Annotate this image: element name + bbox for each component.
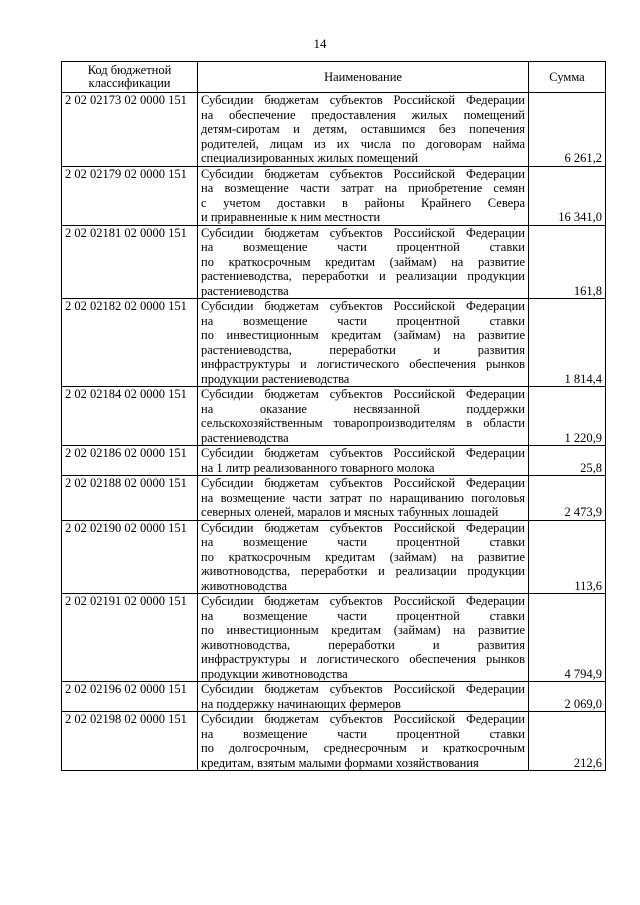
budget-code-cell: 2 02 02173 02 0000 151 [62,93,198,167]
item-name-line: Субсидии бюджетам субъектов Российской Федерации [201,166,525,181]
item-name-cell [198,520,529,594]
item-name-line: по краткосрочным кредитам (займам) на развитие [201,549,525,564]
item-name-line: Субсидии бюджетам субъектов Российской Федерации [201,93,525,107]
item-name-cell [198,682,529,712]
item-name-line: инфраструктуры и логистического обеспечения рынков [201,357,525,371]
item-name-line: на возмещение части процентной ставки [201,240,525,254]
item-name-line: Субсидии бюджетам субъектов Российской Федерации [201,446,525,460]
item-name-line: по краткосрочным кредитам (займам) на развитие [201,254,525,269]
item-name-line: по долгосрочным, среднесрочным и краткосрочным [201,741,525,755]
budget-code-cell: 2 02 02188 02 0000 151 [62,476,198,521]
item-name-cell [198,225,529,299]
item-name-line: на возмещение части затрат на приобретение семян [201,181,525,195]
item-name-line: на возмещение части процентной ставки [201,535,525,549]
item-name-line: кредитам, взятым малыми формами хозяйствования [201,755,479,770]
header-code [62,62,198,93]
item-name-cell [198,476,529,521]
item-name-cell [198,166,529,225]
budget-code-cell: 2 02 02191 02 0000 151 [62,594,198,682]
table-row [62,225,606,299]
amount-cell: 4 794,9 [529,594,606,682]
item-name-line: на возмещение части процентной ставки [201,726,525,741]
budget-code-cell: 2 02 02186 02 0000 151 [62,446,198,476]
budget-code-cell: 2 02 02182 02 0000 151 [62,299,198,387]
header-code-line: Код бюджетной [87,63,172,77]
amount-cell: 6 261,2 [529,93,606,167]
table-row [62,682,606,712]
amount-cell: 1 814,4 [529,299,606,387]
table-row [62,387,606,446]
item-name-line: по инвестиционным кредитам (займам) на развитие [201,328,525,342]
item-name-line: на оказание несвязанной поддержки [201,401,525,416]
table-header-row [62,62,606,93]
page-number: 14 [313,36,327,51]
budget-code-cell: 2 02 02190 02 0000 151 [62,520,198,594]
amount-cell: 161,8 [529,225,606,299]
budget-code-cell: 2 02 02184 02 0000 151 [62,387,198,446]
item-name-line: по инвестиционным кредитам (займам) на развитие [201,623,525,637]
item-name-cell [198,93,529,167]
amount-cell: 2 069,0 [529,682,606,712]
item-name-line: инфраструктуры и логистического обеспечения рынков [201,652,525,666]
item-name-line: сельскохозяйственным товаропроизводителям в области [201,416,525,430]
item-name-line: на возмещение части затрат по наращиванию поголовья [201,490,525,505]
amount-cell: 212,6 [529,712,606,771]
item-name-line: продукции животноводства [201,666,348,681]
item-name-cell [198,446,529,476]
item-name-line: растениеводства [201,430,289,445]
budget-code-cell: 2 02 02196 02 0000 151 [62,682,198,712]
amount-cell: 1 220,9 [529,387,606,446]
table-row [62,594,606,682]
header-name: Наименование [198,62,529,93]
item-name-line: на возмещение части процентной ставки [201,608,525,623]
item-name-line: животноводства [201,578,287,593]
item-name-line: с учетом доставки в районы Крайнего Севера [201,195,525,210]
item-name-cell [198,387,529,446]
item-name-line: родителей, лицам из их числа по договорам найма [201,136,525,151]
item-name-line: животноводства, переработки и развития [201,637,525,652]
item-name-cell [198,712,529,771]
item-name-line: Субсидии бюджетам субъектов Российской Федерации [201,225,525,240]
item-name-line: животноводства, переработки и реализации продукции [201,564,525,578]
table-row [62,520,606,594]
item-name-line: продукции растениеводства [201,371,350,386]
item-name-line: на поддержку начинающих фермеров [201,696,401,711]
item-name-cell [198,594,529,682]
item-name-line: Субсидии бюджетам субъектов Российской Федерации [201,476,525,490]
item-name-line: детям-сиротам и детям, оставшимся без попечения [201,122,525,136]
table-row [62,166,606,225]
budget-code-cell: 2 02 02179 02 0000 151 [62,166,198,225]
item-name-line: и приравненные к ним местности [201,210,381,224]
table-row [62,476,606,521]
table-row [62,299,606,387]
table-row [62,712,606,771]
header-sum: Сумма [529,62,606,93]
table-row [62,93,606,167]
table-row [62,446,606,476]
item-name-line: Субсидии бюджетам субъектов Российской Федерации [201,387,525,401]
item-name-line: Субсидии бюджетам субъектов Российской Федерации [201,682,525,696]
item-name-line: специализированных жилых помещений [201,151,419,165]
item-name-line: Субсидии бюджетам субъектов Российской Федерации [201,299,525,313]
item-name-line: Субсидии бюджетам субъектов Российской Федерации [201,712,525,726]
item-name-cell [198,299,529,387]
amount-cell: 2 473,9 [529,476,606,521]
item-name-line: Субсидии бюджетам субъектов Российской Федерации [201,594,525,608]
item-name-line: растениеводства, переработки и реализации продукции [201,269,525,283]
item-name-line: растениеводства, переработки и развития [201,342,525,357]
amount-cell: 16 341,0 [529,166,606,225]
item-name-line: на обеспечение предоставления жилых помещений [201,107,525,122]
budget-code-cell: 2 02 02181 02 0000 151 [62,225,198,299]
item-name-line: растениеводства [201,283,289,298]
amount-cell: 113,6 [529,520,606,594]
amount-cell: 25,8 [529,446,606,476]
item-name-line: на возмещение части процентной ставки [201,313,525,328]
budget-table [61,61,606,771]
item-name-line: Субсидии бюджетам субъектов Российской Федерации [201,520,525,535]
header-code-line: классификации [88,76,171,90]
budget-code-cell: 2 02 02198 02 0000 151 [62,712,198,771]
item-name-line: северных оленей, маралов и мясных табунных лошадей [201,505,499,519]
item-name-line: на 1 литр реализованного товарного молока [201,460,435,475]
